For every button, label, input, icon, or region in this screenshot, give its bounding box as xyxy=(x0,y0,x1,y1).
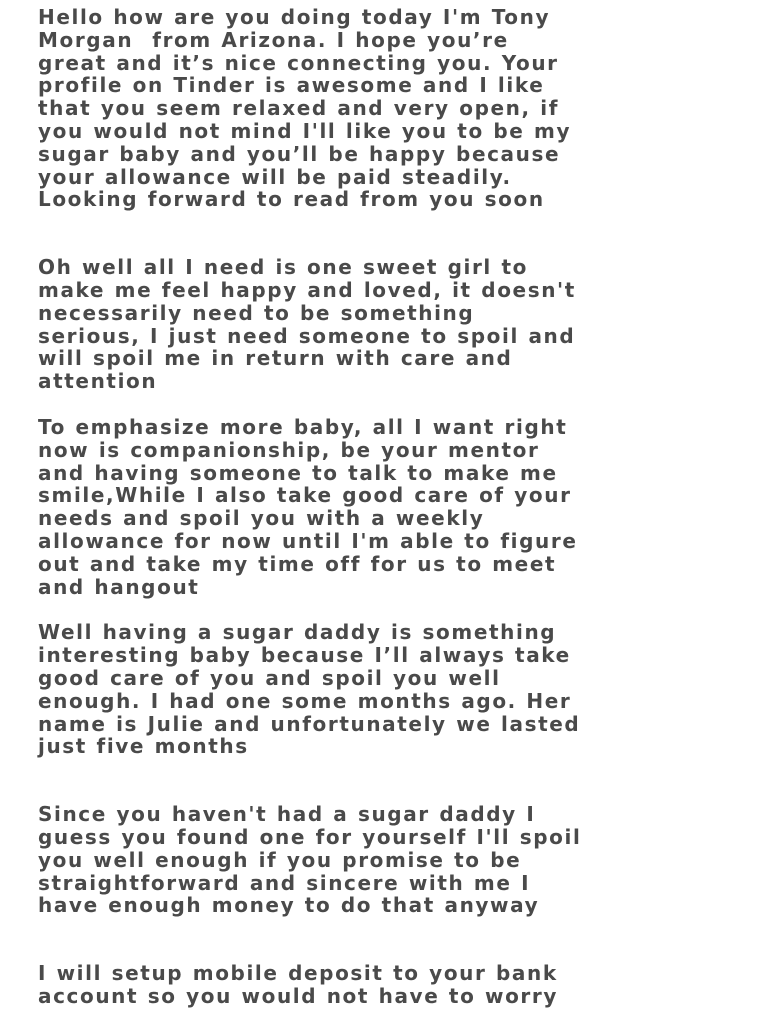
text-line: Looking forward to read from you soon xyxy=(38,187,545,212)
text-line: now is companionship, be your mentor xyxy=(38,437,540,462)
text-line: you well enough if you promise to be xyxy=(38,847,522,872)
text-line: have enough money to do that anyway xyxy=(38,893,540,918)
text-line: Hello how are you doing today I'm Tony xyxy=(38,5,551,29)
text-line: just five months xyxy=(38,734,249,759)
text-line: that you seem relaxed and very open, if xyxy=(38,96,560,121)
paragraph-companionship xyxy=(38,416,738,598)
text-line: you would not mind I'll like you to be my xyxy=(38,118,572,143)
paragraph-needs xyxy=(38,256,738,393)
text-line: Oh well all I need is one sweet girl to xyxy=(38,255,528,280)
text-line: allowance for now until I'm able to figure xyxy=(38,528,578,553)
text-line: your allowance will be paid steadily. xyxy=(38,164,512,189)
text-line: interesting baby because I’ll always take xyxy=(38,643,571,668)
text-line: Morgan from Arizona. I hope you’re xyxy=(38,27,509,52)
text-line: make me feel happy and loved, it doesn't xyxy=(38,277,576,302)
text-line: needs and spoil you with a weekly xyxy=(38,506,485,531)
paragraph-introduction xyxy=(38,6,738,211)
paragraph-promise xyxy=(38,803,738,917)
text-line: Well having a sugar daddy is something xyxy=(38,620,557,645)
text-line: good care of you and spoil you well xyxy=(38,665,501,690)
text-line: name is Julie and unfortunately we lasted xyxy=(38,711,581,736)
text-line: will spoil me in return with care and xyxy=(38,346,513,371)
text-line: and hangout xyxy=(38,574,200,599)
text-line: sugar baby and you’ll be happy because xyxy=(38,141,561,166)
text-line: Since you haven't had a sugar daddy I xyxy=(38,802,536,827)
text-line: out and take my time off for us to meet xyxy=(38,551,557,576)
text-line: serious, I just need someone to spoil and xyxy=(38,323,576,348)
text-line: guess you found one for yourself I'll spoil xyxy=(38,824,582,849)
text-line: attention xyxy=(38,369,158,394)
text-line: account so you would not have to worry xyxy=(38,983,558,1008)
text-line: I will setup mobile deposit to your bank xyxy=(38,961,558,986)
text-line: great and it’s nice connecting you. Your xyxy=(38,50,559,75)
paragraph-deposit xyxy=(38,962,738,1008)
text-line: profile on Tinder is awesome and I like xyxy=(38,73,545,98)
paragraph-history xyxy=(38,621,738,758)
text-line: and having someone to talk to make me xyxy=(38,460,558,485)
text-line: To emphasize more baby, all I want right xyxy=(38,414,568,439)
text-line: necessarily need to be something xyxy=(38,300,475,325)
message-document xyxy=(38,6,738,1008)
text-line: enough. I had one some months ago. Her xyxy=(38,688,572,713)
text-line: straightforward and sincere with me I xyxy=(38,870,531,895)
text-line: smile,While I also take good care of your xyxy=(38,483,572,508)
